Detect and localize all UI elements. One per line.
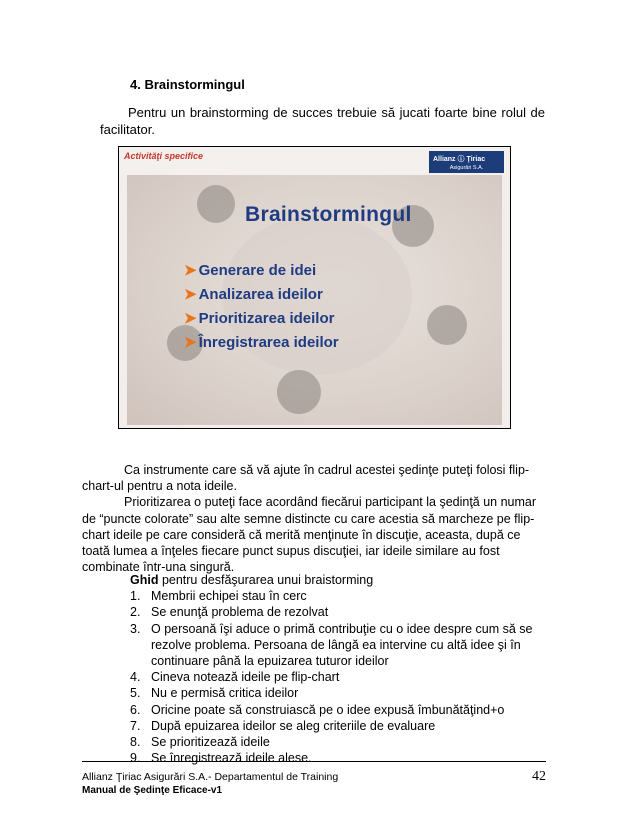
page-number: 42: [532, 769, 546, 784]
arrow-bullet-icon: ➤: [184, 334, 197, 351]
footer: [82, 770, 338, 798]
guide-step: [130, 621, 550, 670]
slide-image: [118, 146, 511, 429]
guide-step: [130, 685, 550, 701]
step-text: Oricine poate să construiască pe o idee expusă îmbunătăţind+o: [151, 702, 505, 717]
step-number: 2.: [130, 605, 141, 620]
guide-step: [130, 702, 550, 718]
slide-bullet: [184, 307, 339, 331]
allianz-logo: [429, 151, 504, 173]
step-text: Se înregistrează ideile alese.: [151, 751, 312, 766]
slide-label: Activităţi specifice: [124, 151, 204, 161]
body-paragraph: Prioritizarea o puteţi face acordând fiecărui participant la şedinţă un numar de “puncte colorate” sau alte semne distincte cu care acestia să marcheze pe flip-chart ideile pe care consideră că merită menţinute în discuţie, aceasta, după ce toată lumea a înţeles fiecare punct supus discuţiei, iar ideile similare au fost combinate într-una singură.: [82, 495, 537, 575]
guide-step: [130, 718, 550, 734]
slide-bullet-text: Generare de idei: [198, 262, 317, 279]
guide-step: [130, 750, 550, 766]
arrow-bullet-icon: ➤: [184, 310, 197, 327]
step-text: Se enunţă problema de rezolvat: [151, 605, 329, 620]
arrow-bullet-icon: ➤: [184, 286, 197, 303]
slide-bullet: [184, 331, 339, 355]
slide-bullet-text: Prioritizarea ideilor: [198, 310, 335, 327]
intro-paragraph: Pentru un brainstorming de succes trebuie să jucati foarte bine rolul de facilitator.: [100, 105, 545, 137]
step-number: 4.: [130, 670, 141, 685]
body-paragraph: Ca instrumente care să vă ajute în cadrul acestei şedinţe puteţi folosi flip-chart-ul pentru a nota ideile.: [82, 463, 530, 494]
step-number: 6.: [130, 702, 141, 717]
step-number: 5.: [130, 686, 141, 701]
logo-brand: Allianz ⓘ Ţiriac: [433, 156, 486, 163]
guide-step: [130, 669, 550, 685]
slide-bullet-text: Înregistrarea ideilor: [198, 334, 339, 351]
step-text: Se prioritizează ideile: [151, 735, 270, 750]
step-number: 7.: [130, 718, 141, 733]
person-shape: [197, 185, 235, 223]
slide-bullet-text: Analizarea ideilor: [198, 286, 323, 303]
footer-manual-title: Manual de Şedinţe Eficace-v1: [82, 785, 223, 796]
step-text: Cineva notează ideile pe flip-chart: [151, 670, 340, 685]
step-number: 1.: [130, 589, 141, 604]
meeting-photo: [127, 175, 502, 425]
footer-divider: [82, 761, 546, 762]
step-text: Membrii echipei stau în cerc: [151, 589, 307, 604]
guide-title-bold: Ghid: [130, 573, 159, 587]
slide-bullet: [184, 259, 339, 283]
slide-bullet-list: [184, 259, 339, 355]
step-number: 9.: [130, 751, 141, 766]
guide-step: [130, 588, 550, 604]
footer-company: Allianz Ţiriac Asigurări S.A.- Departamentul de Training: [82, 771, 339, 783]
slide-bullet: [184, 283, 339, 307]
step-text: O persoană îşi aduce o primă contribuţie cu o idee despre cum să se rezolve problema. Persoana de lângă ea intervine cu altă idee şi în continuare până la epuizarea tuturor ideilor: [151, 621, 533, 669]
guide-title: [130, 572, 550, 588]
slide-title: Brainstormingul: [245, 203, 412, 226]
step-number: 3.: [130, 621, 141, 636]
step-text: Nu e permisă critica ideilor: [151, 686, 299, 701]
guide-section: [130, 572, 550, 766]
guide-title-rest: pentru desfăşurarea unui braistorming: [158, 573, 374, 587]
section-heading: 4. Brainstormingul: [130, 77, 245, 92]
step-text: După epuizarea ideilor se aleg criteriile de evaluare: [151, 718, 436, 733]
arrow-bullet-icon: ➤: [184, 262, 197, 279]
logo-subtitle: Asigurări S.A.: [449, 165, 484, 171]
guide-steps: [130, 588, 550, 766]
body-text: [82, 462, 547, 575]
person-shape: [277, 370, 321, 414]
guide-step: [130, 734, 550, 750]
slide-content: [119, 147, 510, 428]
person-shape: [427, 305, 467, 345]
step-number: 8.: [130, 735, 141, 750]
guide-step: [130, 604, 550, 620]
